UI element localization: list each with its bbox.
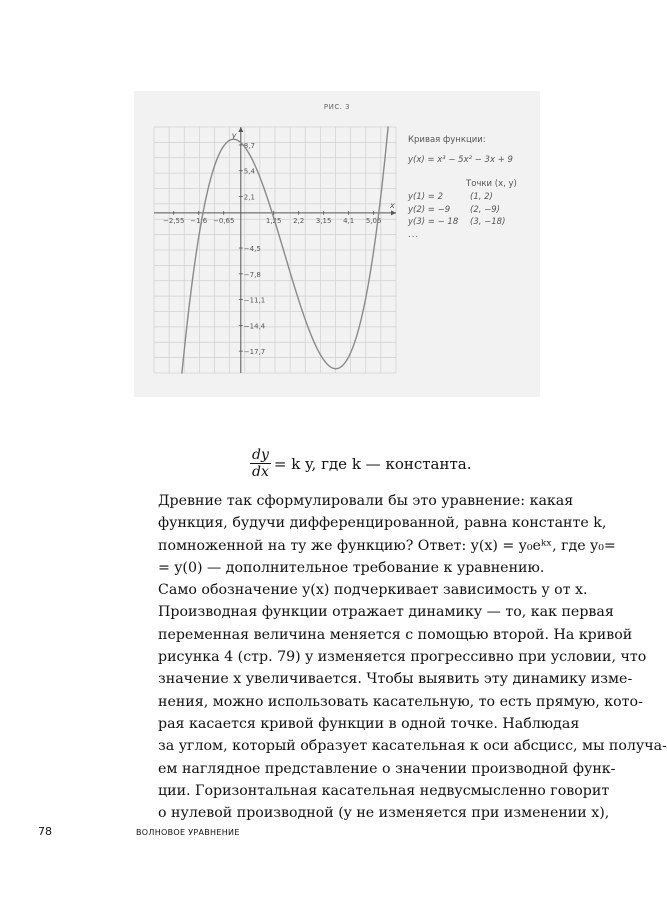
page-number: 78 (38, 825, 52, 838)
x-tick-label: −0,65 (212, 216, 235, 225)
legend-points-header: Точки (x, y) (466, 179, 517, 189)
legend-row-left: y(3) = − 18 (408, 217, 459, 227)
legend-row-right: (3, −18) (470, 217, 506, 227)
x-tick-label: −1,6 (190, 216, 208, 225)
paragraph (134, 490, 616, 579)
figure-3 (134, 91, 540, 397)
y-tick-label: −14,4 (243, 322, 266, 331)
x-tick-label: 5,05 (365, 216, 382, 225)
y-tick-label: 5,4 (243, 167, 255, 176)
derivative-fraction (250, 447, 271, 480)
x-tick-label: 2,2 (293, 216, 305, 225)
text-line: = y(0) — дополнительное требование к уравнению. (158, 559, 545, 576)
text-line: Древние так сформулировали бы это уравнение: какая (158, 493, 574, 509)
equation-rest: = k y, где k — константа. (273, 454, 472, 473)
fraction-denominator: dx (252, 464, 269, 480)
legend-row-right: (1, 2) (470, 192, 493, 202)
body-text (134, 490, 667, 824)
y-axis-label: y (231, 131, 237, 140)
x-tick-label: 1,25 (265, 216, 282, 225)
text-line: функция, будучи дифференцированной, равна константе k, (158, 515, 607, 532)
text-line: переменная величина меняется с помощью второй. На кривой (158, 626, 633, 643)
text-line: значение x увеличивается. Чтобы выявить эту динамику изме- (158, 671, 633, 688)
y-tick-label: −17,7 (243, 348, 266, 357)
text-line: рисунка 4 (стр. 79) y изменяется прогрессивно при условии, что (158, 649, 647, 666)
x-tick-label: 3,15 (315, 216, 332, 225)
legend-row (408, 205, 536, 215)
running-head: ВОЛНОВОЕ УРАВНЕНИЕ (136, 828, 240, 837)
text-line: рая касается кривой функции в одной точке. Наблюдая (158, 715, 580, 732)
legend-row-right: (2, −9) (470, 204, 500, 215)
x-axis-label: x (390, 200, 395, 210)
figure-label: РИС. 3 (323, 103, 351, 111)
figure-legend (408, 135, 536, 240)
y-tick-label: −4,5 (243, 245, 261, 254)
y-tick-label: −11,1 (243, 296, 266, 305)
text-line: нения, можно использовать касательную, то есть прямую, кото- (158, 693, 643, 710)
legend-row (408, 217, 536, 227)
y-tick-label: 8,7 (243, 141, 255, 150)
y-axis-arrow (238, 127, 243, 132)
text-line: за углом, который образует касательная к оси абсцисс, мы получа- (158, 738, 667, 755)
x-tick-label: −2,55 (163, 216, 185, 225)
equation-display (250, 447, 472, 480)
y-tick-label: −7,8 (243, 270, 261, 279)
x-axis-arrow (391, 210, 396, 215)
y-tick-label: 2,1 (243, 193, 255, 202)
text-line: ем наглядное представление о значении производной функ- (158, 760, 616, 777)
text-line: помноженной на ту же функцию? Ответ: y(x) = y₀eᵏˣ, где y₀= (158, 537, 616, 554)
paragraph (134, 579, 667, 824)
text-line: ции. Горизонтальная касательная недвусмысленно говорит (158, 782, 610, 799)
fraction-numerator: dy (252, 447, 269, 463)
text-line: Производная функции отражает динамику — то, как первая (158, 604, 614, 621)
legend-title: Кривая функции: (408, 135, 486, 145)
legend-row (408, 192, 536, 202)
legend-row-left: y(2) = −9 (408, 204, 451, 215)
text-line: о нулевой производной (y не изменяется при изменении x), (158, 805, 610, 822)
legend-row-left: y(1) = 2 (408, 192, 444, 202)
legend-equation: y(x) = x³ − 5x² − 3x + 9 (408, 155, 513, 165)
legend-more: ... (408, 229, 420, 240)
text-line: Само обозначение y(x) подчеркивает зависимость y от x. (158, 582, 588, 599)
x-tick-label: 4,1 (343, 216, 355, 225)
